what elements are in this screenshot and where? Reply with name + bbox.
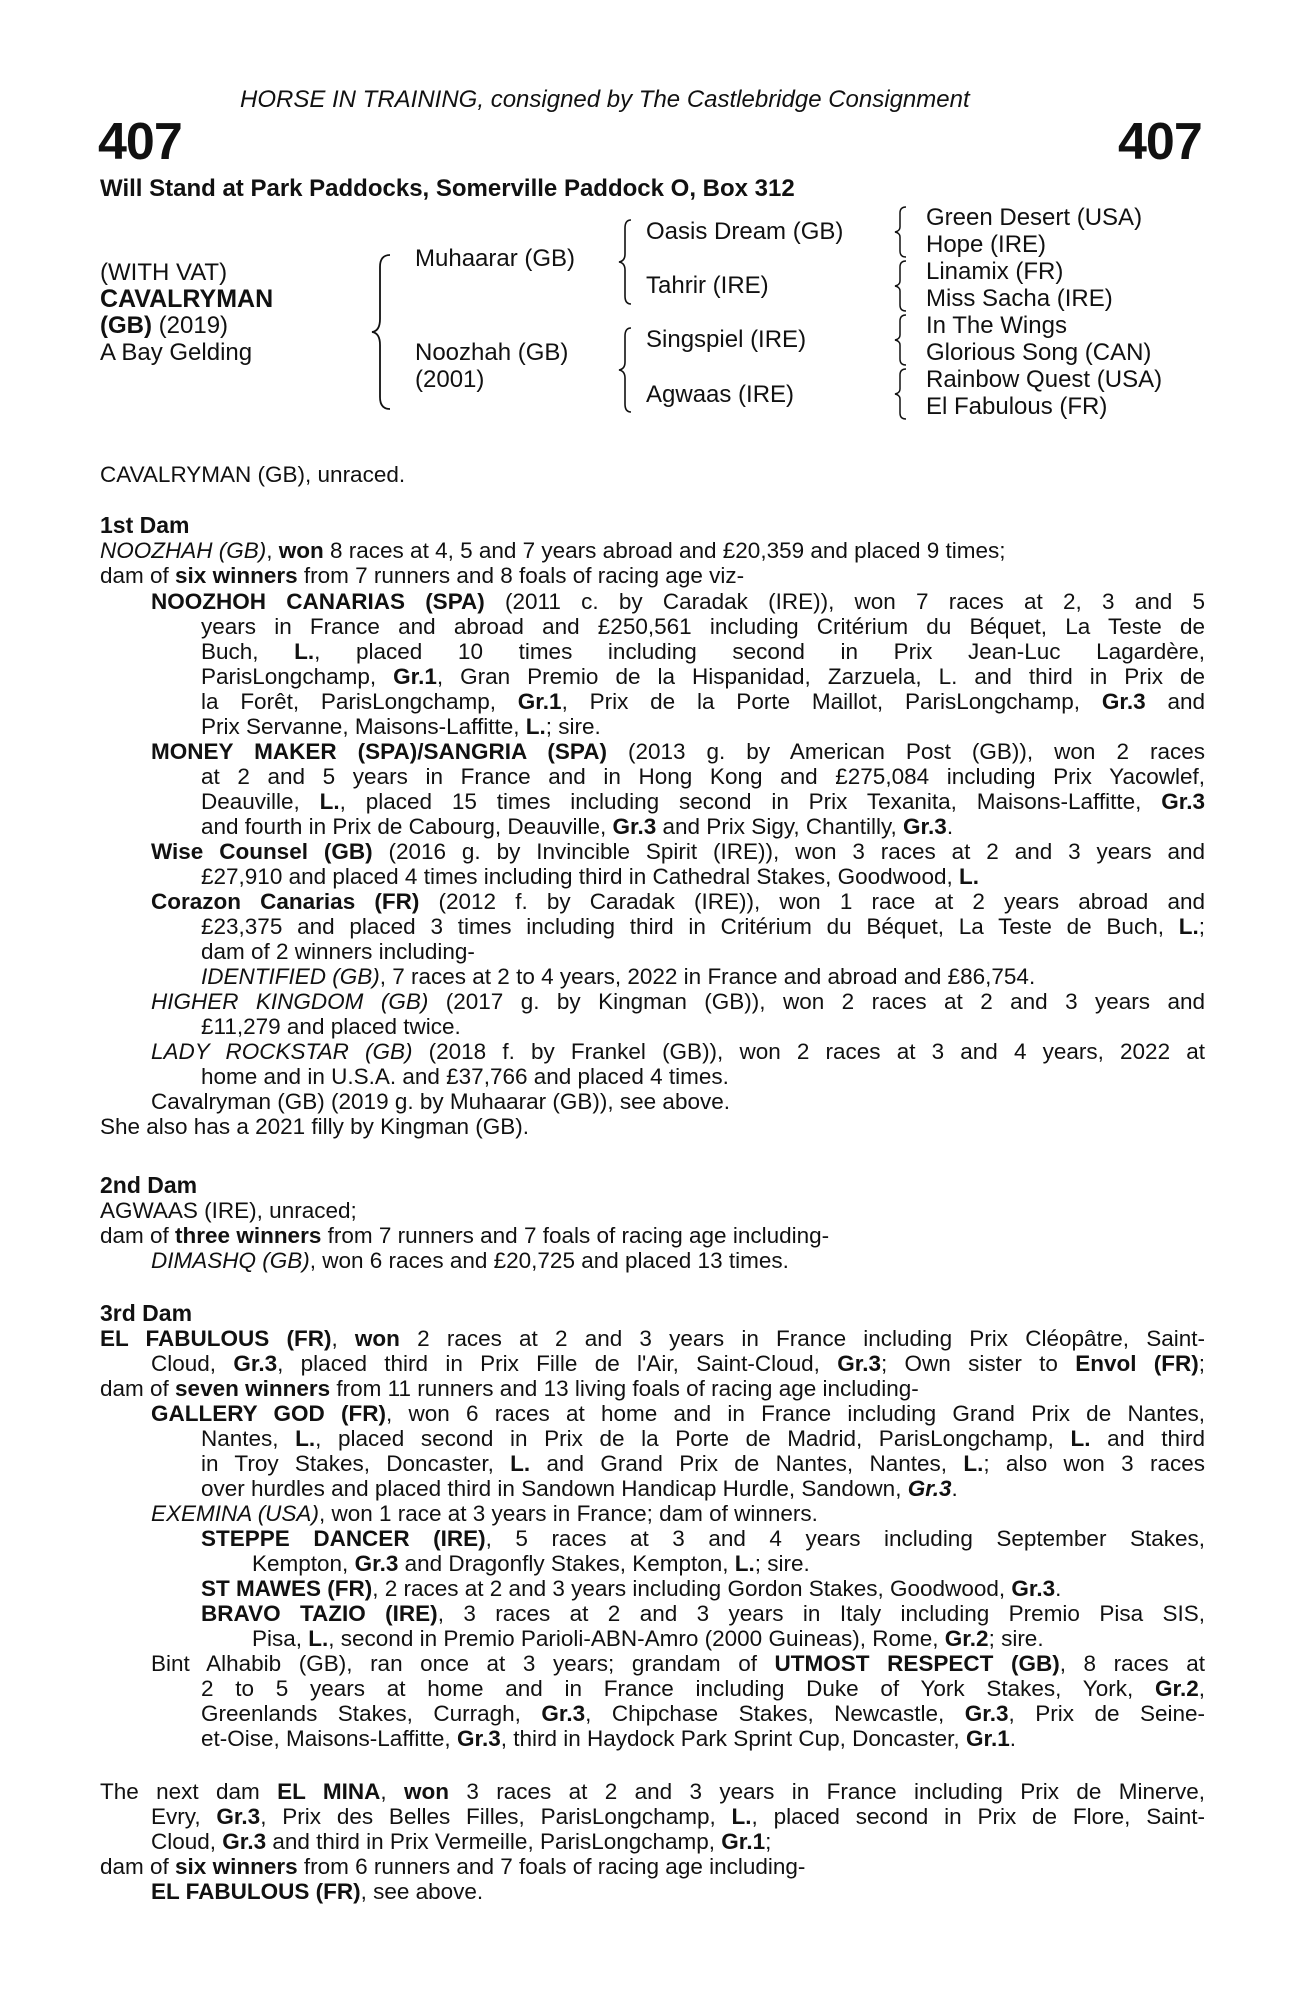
g4-rainbow-quest: Rainbow Quest (USA) — [926, 366, 1163, 393]
first-dam-line: Cavalryman (GB) (2019 g. by Muhaarar (GB)), see above. — [151, 1089, 730, 1114]
sire: Muhaarar (GB) — [415, 245, 576, 272]
next-dam-line: The next dam EL MINA, won 3 races at 2 and 3 years in France including Prix de Minerve, — [100, 1779, 1205, 1804]
first-dam-line: HIGHER KINGDOM (GB) (2017 g. by Kingman (GB)), won 2 races at 2 and 3 years and — [151, 989, 1205, 1014]
first-dam-line: at 2 and 5 years in France and in Hong Kong and £275,084 including Prix Yacowlef, — [201, 764, 1205, 789]
consignment-header: HORSE IN TRAINING, consigned by The Castlebridge Consignment — [240, 86, 970, 113]
third-dam-line: 2 to 5 years at home and in France including Duke of York Stakes, York, Gr.2, — [201, 1676, 1205, 1701]
first-dam-line: £23,375 and placed 3 times including third in Critérium du Béquet, La Teste de Buch, L.; — [201, 914, 1205, 939]
first-dam-line: She also has a 2021 filly by Kingman (GB). — [100, 1114, 529, 1139]
horse-name: CAVALRYMAN — [100, 285, 274, 313]
g4-linamix: Linamix (FR) — [926, 258, 1064, 285]
second-dam-line: DIMASHQ (GB), won 6 races and £20,725 and placed 13 times. — [151, 1248, 789, 1273]
pedigree-brace-g4-3 — [893, 313, 909, 367]
first-dam-line: and fourth in Prix de Cabourg, Deauville, Gr.3 and Prix Sigy, Chantilly, Gr.3. — [201, 814, 954, 839]
next-dam-line: dam of six winners from 6 runners and 7 foals of racing age including- — [100, 1854, 806, 1879]
second-dam-line: AGWAAS (IRE), unraced; — [100, 1198, 357, 1223]
first-dam-heading: 1st Dam — [100, 512, 190, 538]
second-dam-line: dam of three winners from 7 runners and 7 foals of racing age including- — [100, 1223, 830, 1248]
pedigree-brace-g4-4 — [893, 367, 909, 421]
third-dam-line: Bint Alhabib (GB), ran once at 3 years; grandam of UTMOST RESPECT (GB), 8 races at — [151, 1651, 1205, 1676]
dam-dam: Agwaas (IRE) — [646, 381, 795, 408]
third-dam-line: ST MAWES (FR), 2 races at 2 and 3 years including Gordon Stakes, Goodwood, Gr.3. — [201, 1576, 1062, 1601]
third-dam-heading: 3rd Dam — [100, 1300, 193, 1326]
horse-year: (2019) — [158, 312, 229, 339]
pedigree-brace-main — [370, 253, 394, 411]
sire-dam: Tahrir (IRE) — [646, 272, 769, 299]
lot-number-right: 407 — [1118, 113, 1202, 171]
next-dam-line: Cloud, Gr.3 and third in Prix Vermeille, ParisLongchamp, Gr.1; — [151, 1829, 772, 1854]
sire-sire: Oasis Dream (GB) — [646, 218, 844, 245]
dam-sire: Singspiel (IRE) — [646, 326, 807, 353]
first-dam-line: IDENTIFIED (GB), 7 races at 2 to 4 years, 2022 in France and abroad and £86,754. — [201, 964, 1036, 989]
first-dam-line: dam of six winners from 7 runners and 8 foals of racing age viz- — [100, 563, 745, 588]
third-dam-line: Cloud, Gr.3, placed third in Prix Fille de l'Air, Saint-Cloud, Gr.3; Own sister to Envol (FR); — [151, 1351, 1205, 1376]
g4-glorious-song: Glorious Song (CAN) — [926, 339, 1152, 366]
g4-el-fabulous: El Fabulous (FR) — [926, 393, 1108, 420]
horse-description: A Bay Gelding — [100, 339, 253, 366]
third-dam-line: over hurdles and placed third in Sandown Handicap Hurdle, Sandown, Gr.3. — [201, 1476, 958, 1501]
third-dam-line: et-Oise, Maisons-Laffitte, Gr.3, third in Haydock Park Sprint Cup, Doncaster, Gr.1. — [201, 1726, 1016, 1751]
g4-in-the-wings: In The Wings — [926, 312, 1067, 339]
pedigree-brace-sire — [617, 218, 635, 306]
g4-green-desert: Green Desert (USA) — [926, 204, 1143, 231]
horse-origin-line — [100, 312, 228, 340]
first-dam-line: LADY ROCKSTAR (GB) (2018 f. by Frankel (GB)), won 2 races at 3 and 4 years, 2022 at — [151, 1039, 1205, 1064]
third-dam-line: Kempton, Gr.3 and Dragonfly Stakes, Kempton, L.; sire. — [252, 1551, 810, 1576]
third-dam-line: EL FABULOUS (FR), won 2 races at 2 and 3 years in France including Prix Cléopâtre, Saint- — [100, 1326, 1205, 1351]
third-dam-line: EXEMINA (USA), won 1 race at 3 years in France; dam of winners. — [151, 1501, 818, 1526]
third-dam-line: Pisa, L., second in Premio Parioli-ABN-Amro (2000 Guineas), Rome, Gr.2; sire. — [252, 1626, 1044, 1651]
first-dam-line: Deauville, L., placed 15 times including second in Prix Texanita, Maisons-Laffitte, Gr.3 — [201, 789, 1205, 814]
next-dam-line: Evry, Gr.3, Prix des Belles Filles, ParisLongchamp, L., placed second in Prix de Flore, Saint- — [151, 1804, 1205, 1829]
pedigree-brace-g4-2 — [893, 259, 909, 313]
first-dam-line: NOOZHOH CANARIAS (SPA) (2011 c. by Caradak (IRE)), won 7 races at 2, 3 and 5 — [151, 589, 1206, 614]
third-dam-line: Greenlands Stakes, Curragh, Gr.3, Chipchase Stakes, Newcastle, Gr.3, Prix de Seine- — [201, 1701, 1205, 1726]
third-dam-line: in Troy Stakes, Doncaster, L. and Grand Prix de Nantes, Nantes, L.; also won 3 races — [201, 1451, 1205, 1476]
third-dam-line: BRAVO TAZIO (IRE), 3 races at 2 and 3 years in Italy including Premio Pisa SIS, — [201, 1601, 1206, 1626]
first-dam-line: Prix Servanne, Maisons-Laffitte, L.; sire. — [201, 714, 601, 739]
dam: Noozhah (GB) — [415, 339, 569, 366]
third-dam-line: dam of seven winners from 11 runners and 13 living foals of racing age including- — [100, 1376, 919, 1401]
vat-label: (WITH VAT) — [100, 259, 228, 286]
pedigree-brace-g4-1 — [893, 205, 909, 259]
first-dam-line: £27,910 and placed 4 times including third in Cathedral Stakes, Goodwood, L. — [201, 864, 979, 889]
g4-hope: Hope (IRE) — [926, 231, 1047, 258]
first-dam-line: dam of 2 winners including- — [201, 939, 475, 964]
next-dam-line: EL FABULOUS (FR), see above. — [151, 1879, 484, 1904]
first-dam-line: MONEY MAKER (SPA)/SANGRIA (SPA) (2013 g. by American Post (GB)), won 2 races — [151, 739, 1205, 764]
lot-number-left: 407 — [98, 113, 182, 171]
third-dam-line: STEPPE DANCER (IRE), 5 races at 3 and 4 years including September Stakes, — [201, 1526, 1206, 1551]
g4-miss-sacha: Miss Sacha (IRE) — [926, 285, 1113, 312]
first-dam-line: ParisLongchamp, Gr.1, Gran Premio de la Hispanidad, Zarzuela, L. and third in Prix de — [201, 664, 1206, 689]
pedigree-brace-dam — [617, 326, 635, 414]
third-dam-line: GALLERY GOD (FR), won 6 races at home and in France including Grand Prix de Nantes, — [151, 1401, 1205, 1426]
first-dam-line: Corazon Canarias (FR) (2012 f. by Caradak (IRE)), won 1 race at 2 years abroad and — [151, 889, 1205, 914]
first-dam-line: Wise Counsel (GB) (2016 g. by Invincible Spirit (IRE)), won 3 races at 2 and 3 years and — [151, 839, 1205, 864]
first-dam-line: years in France and abroad and £250,561 including Critérium du Béquet, La Teste de — [201, 614, 1205, 639]
first-dam-line: £11,279 and placed twice. — [201, 1014, 461, 1039]
first-dam-line: Buch, L., placed 10 times including second in Prix Jean-Luc Lagardère, — [201, 639, 1205, 664]
first-dam-line: home and in U.S.A. and £37,766 and placed 4 times. — [201, 1064, 729, 1089]
third-dam-line: Nantes, L., placed second in Prix de la Porte de Madrid, ParisLongchamp, L. and third — [201, 1426, 1205, 1451]
second-dam-heading: 2nd Dam — [100, 1172, 198, 1198]
stand-line: Will Stand at Park Paddocks, Somerville Paddock O, Box 312 — [100, 175, 795, 202]
summary: CAVALRYMAN (GB), unraced. — [100, 462, 406, 487]
dam-year: (2001) — [415, 366, 485, 393]
first-dam-line: la Forêt, ParisLongchamp, Gr.1, Prix de la Porte Maillot, ParisLongchamp, Gr.3 and — [201, 689, 1205, 714]
first-dam-line: NOOZHAH (GB), won 8 races at 4, 5 and 7 years abroad and £20,359 and placed 9 times; — [100, 538, 1006, 563]
horse-origin: (GB) — [100, 312, 152, 339]
